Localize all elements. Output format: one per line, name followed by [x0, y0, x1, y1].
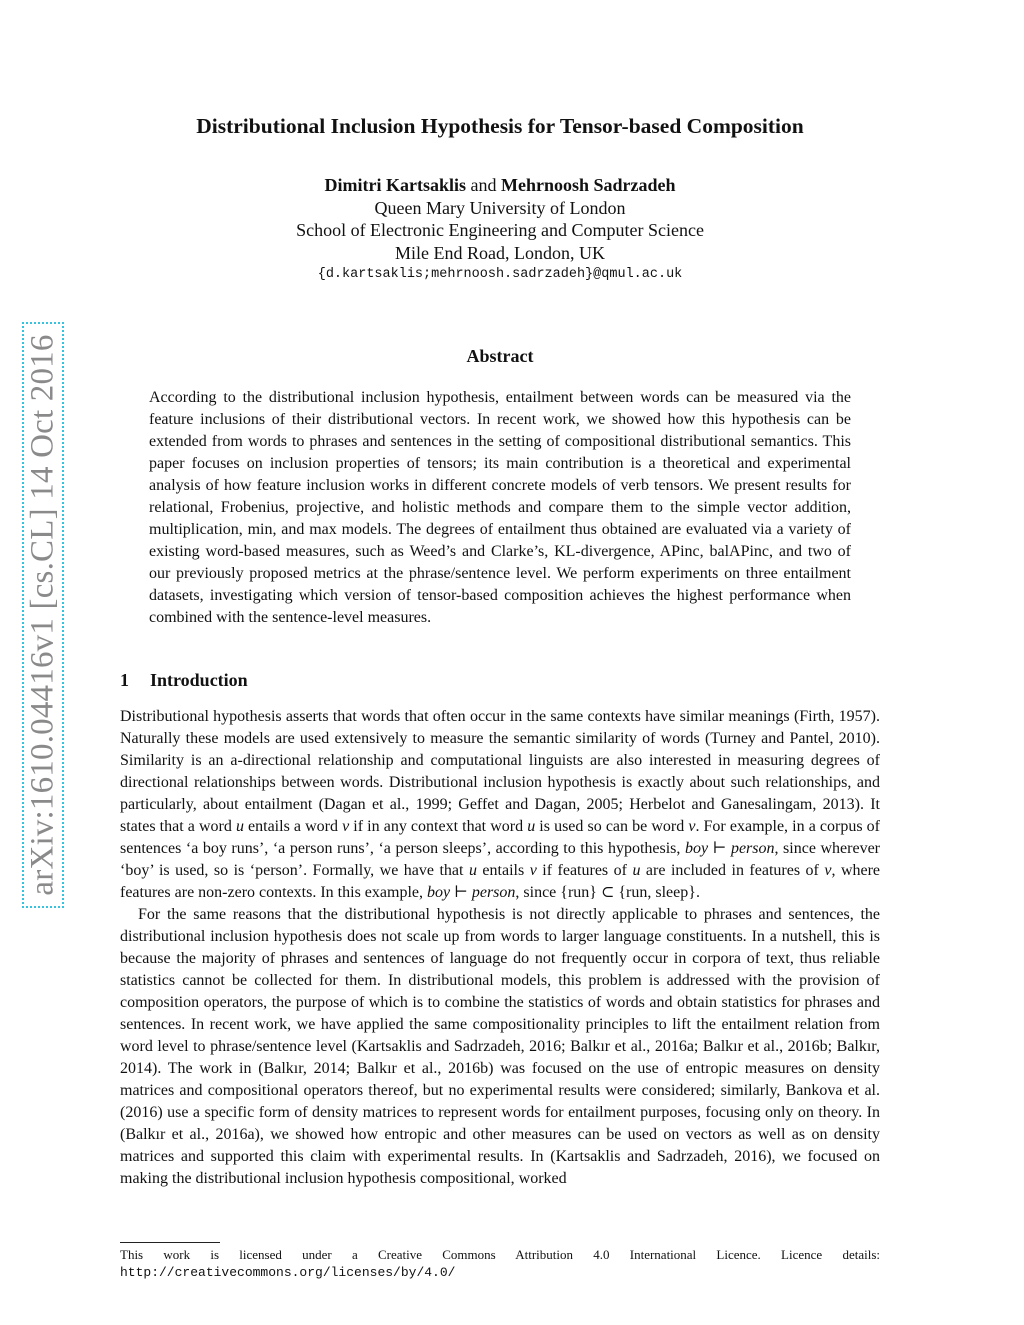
author-conjunction: and [470, 175, 497, 195]
abstract-heading: Abstract [466, 346, 534, 366]
affiliation: Queen Mary University of London [374, 197, 626, 218]
address: Mile End Road, London, UK [395, 242, 605, 263]
paragraph-1: Distributional hypothesis asserts that words that often occur in the same contexts have similar meanings (Firth, 1957). Naturally these models are used extensively to measure the semantic similarity of words (Turney and Pantel, 2010). Similarity is an a-directional relationship and computational linguists are also interested in measuring degrees of directional relationships between words. Distributional inclusion hypothesis is exactly about such relationships, and particularly, about entailment (Dagan et al., 1999; Geffet and Dagan, 2005; Herbelot and Ganesalingam, 2013). It states that a word u entails a word v if in any context that word u is used so can be word v. For example, in a corpus of sentences ‘a boy runs’, ‘a person runs’, ‘a person sleeps’, according to this hypothesis, boy ⊢ person, since wherever ‘boy’ is used, so is ‘person’. Formally, we have that u entails v if features of u are included in features of v, where features are non-zero contexts. In this example, boy ⊢ person, since {run} ⊂ {run, sleep}. [120, 708, 881, 901]
paper-title: Distributional Inclusion Hypothesis for Tensor-based Composition [196, 114, 804, 138]
author-block [0, 174, 1000, 287]
section-heading [120, 670, 248, 691]
author-names [0, 174, 1000, 197]
abstract-text: According to the distributional inclusion hypothesis, entailment between words can be measured via the feature inclusions of their distributional vectors. In recent work, we showed how this hypothesis can be extended from words to phrases and sentences in the setting of compositional distributional semantics. This paper focuses on inclusion properties of tensors; its main contribution is a theoretical and experimental analysis of how feature inclusion works in different concrete models of verb tensors. We present results for relational, Frobenius, projective, and holistic methods and compare them to the simple vector addition, multiplication, min, and max models. The degrees of entailment thus obtained are evaluated via a variety of existing word-based measures, such as Weed’s and Clarke’s, KL-divergence, APinc, balAPinc, and two of our previously proposed metrics at the phrase/sentence level. We perform experiments on three entailment datasets, investigating which version of tensor-based composition achieves the highest performance when combined with the sentence-level measures. [149, 389, 851, 626]
footnote-url[interactable]: http://creativecommons.org/licenses/by/4.0/ [120, 1265, 456, 1280]
footnote-text: This work is licensed under a Creative Commons Attribution 4.0 International Licence. Licence details: [120, 1247, 880, 1262]
author-2: Mehrnoosh Sadrzadeh [500, 175, 676, 195]
paragraph-2: For the same reasons that the distributional hypothesis is not directly applicable to phrases and sentences, the distributional inclusion hypothesis does not scale up from words to larger language constituents. In a nutshell, this is because the majority of phrases and sentences of language do not frequently occur in corpora of text, thus reliable statistics cannot be collected for them. In distributional models, this problem is addressed with the provision of composition operators, the purpose of which is to combine the statistics of words and obtain statistics for phrases and sentences. In recent work, we have applied the same compositionality principles to lift the entailment relation from word level to phrase/sentence level (Kartsaklis and Sadrzadeh, 2016; Balkır et al., 2016a; Balkır et al., 2016b; Balkır, 2014). The work in (Balkır, 2014; Balkır et al., 2016b) was focused on the use of entropic measures on density matrices and compositional operators thereof, but no experimental results were considered; similarly, Bankova et al. (2016) use a specific form of density matrices to represent words for entailment purposes, focusing only on theory. In (Balkır et al., 2016a), we showed how entropic and other measures can be used on vectors as well as on density matrices and supported this claim with experimental results. In (Kartsaklis and Sadrzadeh, 2016), we focused on making the distributional inclusion hypothesis compositional, worked [120, 906, 880, 1187]
footnote [120, 1246, 880, 1281]
arxiv-stamp [22, 322, 64, 908]
section-title: Introduction [150, 670, 248, 690]
arxiv-identifier: arXiv:1610.04416v1 [cs.CL] 14 Oct 2016 [24, 334, 61, 896]
section-number: 1 [120, 670, 129, 690]
author-1: Dimitri Kartsaklis [324, 175, 466, 195]
section-body [120, 706, 880, 1190]
footnote-rule [120, 1242, 220, 1243]
email: {d.kartsaklis;mehrnoosh.sadrzadeh}@qmul.ac.uk [317, 267, 683, 282]
department: School of Electronic Engineering and Computer Science [296, 220, 704, 240]
